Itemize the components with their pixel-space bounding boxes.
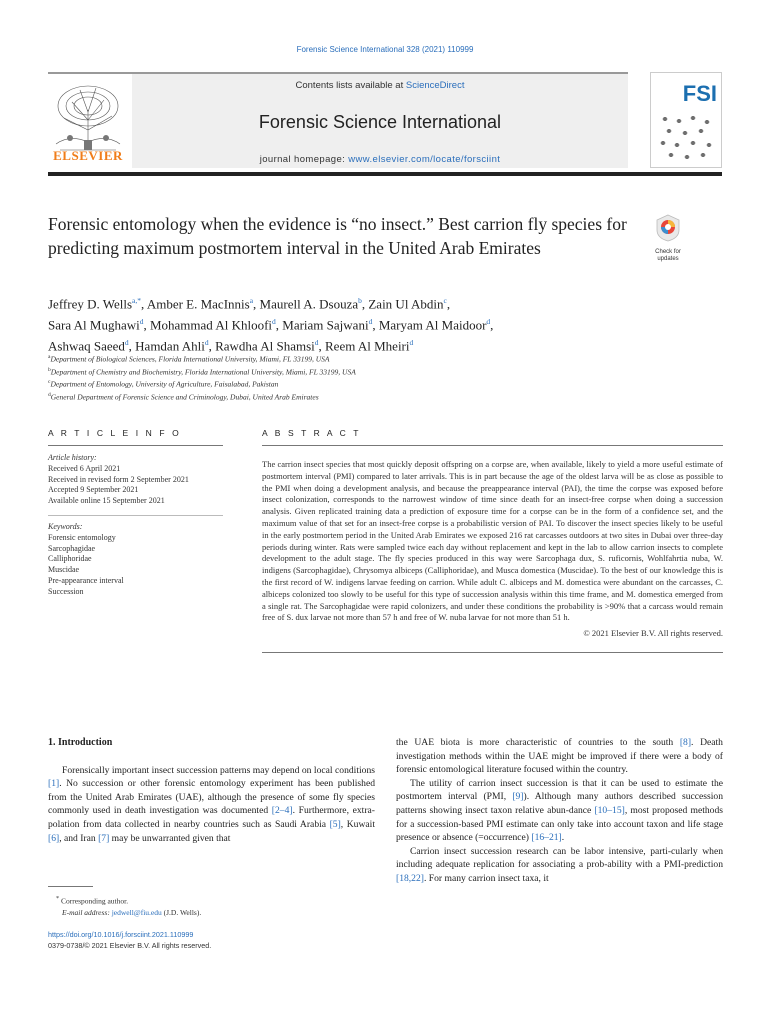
email-label: E-mail address:	[62, 907, 112, 917]
body-text: the UAE biota is more characteristic of countries to the south	[396, 737, 680, 748]
cover-abbrev: FSI	[682, 81, 717, 106]
affiliation-text: General Department of Forensic Science and Criminology, Dubai, United Arab Emirates	[50, 392, 319, 401]
author-separator: ,	[253, 296, 260, 312]
affiliation-text: Department of Chemistry and Biochemistry, Florida International University, Miami, FL 33199, USA	[50, 367, 356, 376]
citation-link[interactable]: [18,22]	[396, 872, 424, 884]
keyword: Succession	[48, 586, 84, 596]
cover-art-icon	[657, 113, 717, 163]
header-bottom-rule	[48, 172, 722, 176]
author-affil-marker[interactable]: d	[314, 337, 319, 347]
citation-link[interactable]: [5]	[329, 818, 341, 830]
author-affil-marker[interactable]: d	[139, 316, 144, 326]
author-name: Sara Al Mughawi	[48, 317, 140, 333]
abstract-heading: A B S T R A C T	[262, 428, 723, 446]
footnote	[48, 893, 368, 918]
citation-link[interactable]: [8]	[679, 737, 692, 748]
author-separator: ,	[143, 317, 150, 333]
body-text: The utility of carrion insect succession is that it can be used to estimate the postmortem interval (PMI,	[396, 777, 723, 803]
body-column-left	[48, 736, 375, 845]
keyword: Calliphoridae	[48, 554, 92, 564]
article-info	[48, 428, 223, 602]
author-affil-marker[interactable]: d	[486, 316, 491, 326]
body-text: Forensically important insect succession patterns may depend on local conditions	[62, 764, 375, 776]
author-affil-marker[interactable]: d	[272, 316, 276, 326]
affiliation-marker: d	[48, 391, 51, 398]
body-column-right	[396, 736, 723, 886]
keywords	[48, 515, 223, 602]
author-affil-marker[interactable]: a,*	[132, 296, 142, 305]
author-name: Rawdha Al Shamsi	[215, 337, 315, 353]
body-text: .	[561, 832, 565, 844]
contents-prefix: Contents lists available at	[295, 80, 406, 91]
body-text: , most proposed methods for a succession-based PMI estimate can only take into account taxon and life stage presence or absence (=occurrence)	[396, 804, 723, 844]
abstract-bottom-rule	[262, 652, 723, 653]
author-separator: ,	[208, 337, 216, 353]
affiliation-marker: b	[48, 366, 51, 373]
corresponding-author-note	[48, 893, 368, 907]
author-name: Mohammad Al Khloofi	[149, 317, 273, 333]
keyword: Pre-appearance interval	[48, 575, 124, 585]
intro-paragraph-2	[396, 777, 723, 845]
keyword: Forensic entomology	[48, 532, 116, 542]
journal-homepage-link[interactable]: www.elsevier.com/locate/forsciint	[348, 154, 501, 165]
affiliations	[48, 352, 728, 402]
author-separator: ,	[128, 337, 136, 353]
author-affil-marker[interactable]: c	[443, 296, 447, 305]
journal-cover[interactable]	[650, 72, 722, 168]
citation-link[interactable]: [16–21]	[531, 832, 562, 844]
history-item: Available online 15 September 2021	[48, 496, 165, 506]
affiliation-marker: c	[48, 379, 51, 385]
affiliation	[48, 377, 728, 390]
section-heading-introduction: 1. Introduction	[48, 737, 113, 748]
intro-paragraph-3	[396, 845, 723, 886]
keywords-label: Keywords:	[48, 521, 83, 531]
author-affil-marker[interactable]: d	[368, 316, 373, 326]
citation-link[interactable]: [9]	[512, 791, 524, 803]
body-text: . Death investigation methods within the UAE might be improved if there were a body of forensic entomological literature focused within the country.	[396, 737, 723, 776]
elsevier-tree-icon	[50, 80, 126, 152]
keyword: Sarcophagidae	[48, 543, 96, 553]
author-name: Hamdan Ahli	[135, 337, 205, 353]
email-suffix: (J.D. Wells).	[161, 907, 202, 917]
author-email-link[interactable]: jedwell@fiu.edu	[111, 907, 162, 917]
crossmark-label-line1: Check for	[655, 249, 681, 255]
publisher-name: ELSEVIER	[53, 148, 123, 163]
email-line	[48, 907, 368, 918]
author-separator: ,	[490, 317, 494, 333]
contents-line	[132, 80, 628, 91]
author-name: Zain Ul Abdin	[368, 296, 444, 312]
affiliation-text: Department of Entomology, University of Agriculture, Faisalabad, Pakistan	[50, 379, 279, 389]
author-separator: ,	[275, 317, 283, 333]
history-item: Received in revised form 2 September 2021	[48, 474, 189, 484]
doi-block	[48, 930, 368, 951]
crossmark-label	[648, 249, 688, 263]
journal-title-box	[132, 74, 628, 168]
homepage-prefix: journal homepage:	[259, 154, 349, 165]
history-item: Received 6 April 2021	[48, 463, 121, 473]
citation-link[interactable]: [2–4]	[271, 805, 293, 817]
footnote-marker: *	[56, 895, 60, 902]
journal-header	[48, 72, 722, 170]
doi-link[interactable]: https://doi.org/10.1016/j.forsciint.2021.110999	[48, 930, 194, 939]
author-affil-marker[interactable]: a	[249, 296, 254, 305]
history-label: Article history:	[48, 453, 97, 462]
intro-paragraph-1-continued	[396, 736, 723, 777]
author-separator: ,	[318, 337, 326, 353]
author-separator: ,	[141, 296, 147, 312]
author-affil-marker[interactable]: d	[409, 337, 414, 347]
affiliation	[48, 365, 728, 378]
abstract-section	[262, 428, 723, 653]
affiliation	[48, 352, 728, 365]
running-head[interactable]: Forensic Science International 328 (2021) 110999	[296, 45, 474, 54]
intro-paragraph-1	[48, 764, 375, 846]
citation-link[interactable]: [10–15]	[594, 804, 625, 816]
affiliation-text: Department of Biological Sciences, Florida International University, Miami, FL 33199, USA	[50, 354, 330, 364]
issn-copyright: 0379-0738/© 2021 Elsevier B.V. All rights reserved.	[48, 940, 212, 950]
author-name: Maurell A. Dsouza	[259, 296, 359, 312]
author-affil-marker[interactable]: d	[124, 337, 129, 347]
citation-link[interactable]: [7]	[98, 832, 110, 844]
body-text: , and Iran	[59, 832, 99, 844]
author-name: Amber E. MacInnis	[146, 296, 250, 312]
author-list	[48, 292, 728, 354]
footnote-rule	[48, 886, 93, 887]
author-separator: ,	[372, 317, 379, 333]
keyword: Muscidae	[48, 565, 80, 575]
citation-link[interactable]: [6]	[48, 832, 60, 844]
article-title: Forensic entomology when the evidence is “no insect.” Best carrion fly species for predicting maximum postmortem interval in the United Arab Emirates	[48, 214, 627, 258]
journal-title: Forensic Science International	[258, 112, 502, 132]
author-name: Maryam Al Maidoor	[378, 317, 487, 333]
body-text: Carrion insect succession research can be labor intensive, parti-cularly when including adequate replication for associating a prob-ability with a PMI-prediction	[396, 845, 723, 871]
body-text: , Kuwait	[340, 818, 375, 830]
sciencedirect-link[interactable]: ScienceDirect	[405, 80, 465, 91]
author-affil-marker[interactable]: b	[358, 296, 362, 305]
author-separator: ,	[361, 296, 369, 312]
author-name: Jeffrey D. Wells	[48, 296, 133, 312]
corresponding-author-text: Corresponding author.	[61, 896, 129, 906]
article-info-heading: A R T I C L E I N F O	[48, 428, 223, 446]
author-name: Mariam Sajwani	[282, 317, 369, 333]
author-name: Ashwaq Saeed	[48, 337, 125, 353]
affiliation-marker: a	[48, 354, 51, 360]
body-text: . No succession or other forensic entomology experiment has been published from the United Arab Emirates (UAE), although the presence of some fly species commonly used in death investigation was documented	[48, 778, 375, 817]
body-text: . Furthermore, extra-polation from data collected in nearby countries such as Saudi Arabia	[48, 805, 375, 830]
crossmark-icon	[655, 214, 681, 242]
elsevier-logo[interactable]	[50, 80, 126, 164]
author-affil-marker[interactable]: d	[204, 337, 209, 347]
abstract-copyright: © 2021 Elsevier B.V. All rights reserved.	[583, 628, 723, 639]
article-history	[48, 446, 223, 511]
abstract-text: The carrion insect species that most quickly deposit offspring on a corpse are, when available, likely to yield a more useful estimate of postmortem interval (PMI) compared to later arrivals. This is in part because the age of the oldest larva will be as close as possible to the PMI when doing a development analysis, and because the preappearance interval (PAI), the time the corpse was exposed before insect colonization, corresponds to the narrowest window of time since death for an insect-free corpse when doing a succession analysis. Given replicated training data a prediction of exposure time for a corpse can be in the form of a confidence set, and the maximum value of that set for an insect-free corpse is a probabilistic version of PAI. To discover the insect species likely to be useful in the early postmortem period in the United Arab Emirates we exposed 216 rat carcasses outdoors at two sites in Dubai over three-day periods during winter. Rats were sampled twice each day without replacement and kept in the lab to allow carrion insects to complete development to the adult stage. The fly species produced in this way were Sarcophaga dux, S. ruficornis, Wohlfahrtia nuba, W. indigens (Sarcophagidae), Chrysomya albiceps (Calliphoridae), and Musca domestica (Muscidae). To the best of our knowledge this is the first record of W. indigens larvae feeding on carrion. While adult C. albiceps and M. domestica were abundant on the carcasses, C. albiceps colonized too slowly to be useful for this type of succession analysis within this time frame, and M. domestica emerged from a single rat. The Sarcophagidae were rapid colonizers, and under these conditions the probability is >90% that a carcass would remain free of S. dux larvae not more than 57 h and free of W. nuba larvae for not more than 51 h.	[262, 459, 723, 623]
author-separator: ,	[446, 296, 451, 312]
journal-homepage-line	[132, 154, 628, 165]
check-for-updates-button[interactable]	[648, 214, 688, 264]
author-name: Reem Al Mheiri	[325, 337, 410, 353]
crossmark-label-line2: updates	[657, 256, 679, 262]
citation-link[interactable]: [1]	[48, 778, 60, 790]
body-text: . For many carrion insect taxa, it	[423, 872, 549, 884]
body-text: ). Although many authors described succession patterns showing insect taxon relative abun-dance	[396, 791, 724, 816]
history-item: Accepted 9 September 2021	[48, 485, 139, 495]
body-text: may be unwarranted given that	[109, 832, 231, 844]
affiliation	[48, 390, 728, 403]
